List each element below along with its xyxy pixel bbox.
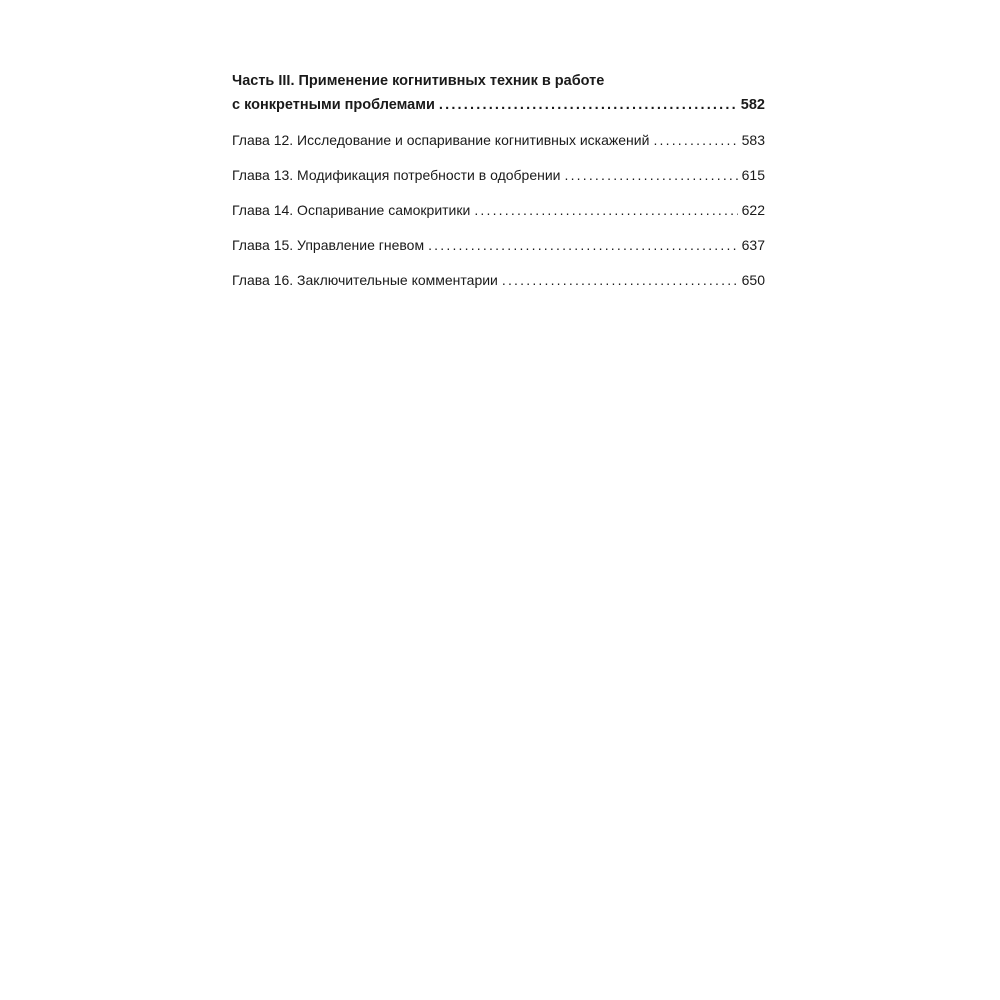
toc-chapter-16[interactable]	[232, 268, 765, 292]
dot-leader	[474, 198, 737, 222]
toc-chapter-15[interactable]	[232, 233, 765, 257]
chapter-title: Глава 12. Исследование и оспаривание когнитивных искажений	[232, 132, 650, 148]
part-page-number: 582	[740, 97, 765, 113]
dot-leader	[653, 128, 737, 152]
dot-leader	[428, 233, 738, 257]
toc-chapter-14[interactable]	[232, 198, 765, 222]
table-of-contents	[232, 69, 765, 303]
chapter-title: Глава 16. Заключительные комментарии	[232, 272, 498, 288]
toc-chapter-13[interactable]	[232, 163, 765, 187]
part-title-row	[232, 93, 765, 117]
part-title-line1: Часть III. Применение когнитивных техник в работе	[232, 73, 605, 89]
dot-leader	[502, 268, 738, 292]
chapter-page-number: 637	[741, 237, 765, 253]
chapter-page-number: 583	[741, 132, 765, 148]
dot-leader	[564, 163, 737, 187]
chapter-page-number: 615	[741, 167, 765, 183]
part-title-line2: с конкретными проблемами	[232, 97, 435, 113]
chapter-title: Глава 13. Модификация потребности в одобрении	[232, 167, 561, 183]
chapter-page-number: 622	[741, 202, 765, 218]
toc-part-entry[interactable]	[232, 69, 765, 117]
chapter-title: Глава 15. Управление гневом	[232, 237, 425, 253]
toc-chapter-12[interactable]	[232, 128, 765, 152]
chapter-page-number: 650	[741, 272, 765, 288]
chapter-title: Глава 14. Оспаривание самокритики	[232, 202, 471, 218]
dot-leader	[439, 93, 737, 117]
